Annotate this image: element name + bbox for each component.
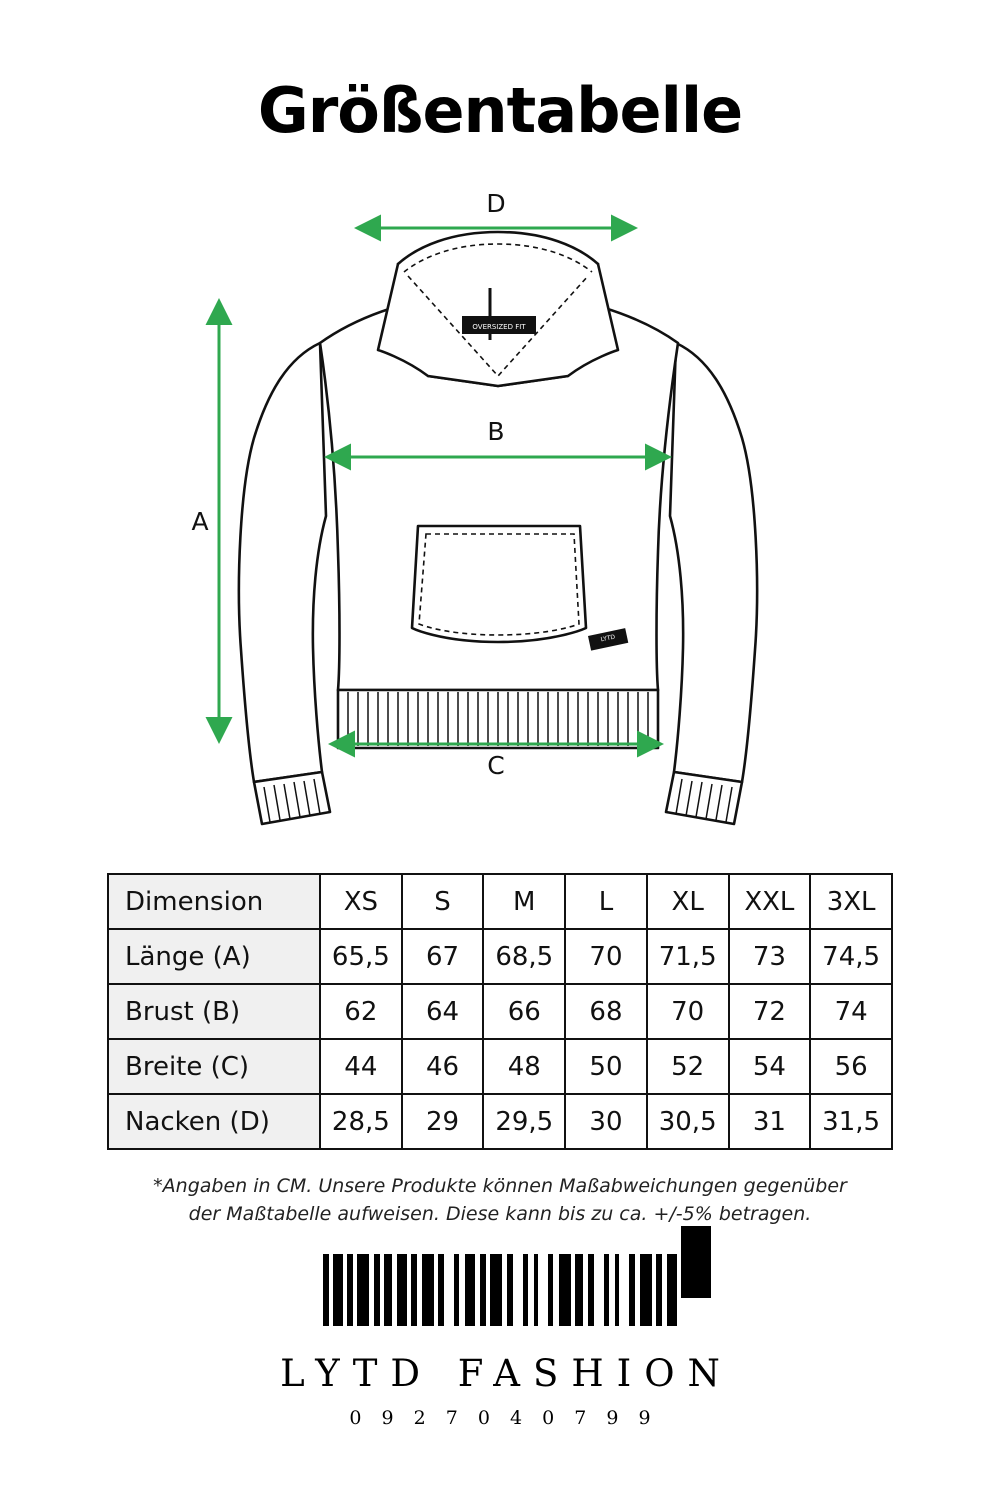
measurement-note: [0, 1172, 1000, 1228]
table-header-size-s: S: [402, 874, 484, 929]
table-cell-value: 29,5: [483, 1094, 565, 1149]
table-cell-value: 48: [483, 1039, 565, 1094]
table-header-size-m: M: [483, 874, 565, 929]
measure-arrow-c: [352, 744, 640, 780]
table-cell-value: 56: [810, 1039, 892, 1094]
registered-trademark-icon: ®: [681, 1226, 711, 1298]
table-cell-value: 68: [565, 984, 647, 1039]
measure-arrow-a: [191, 322, 219, 720]
table-header-size-xl: XL: [647, 874, 729, 929]
table-cell-dimension: Breite (C): [108, 1039, 320, 1094]
barcode-bar: [538, 1254, 548, 1326]
table-cell-value: 64: [402, 984, 484, 1039]
brand-code: 0 9 2 7 0 4 0 7 9 9: [349, 1407, 658, 1429]
note-line-2: der Maßtabelle aufweisen. Diese kann bis zu ca. +/-5% betragen.: [188, 1203, 812, 1225]
table-cell-value: 31: [729, 1094, 811, 1149]
barcode-bar: [465, 1254, 475, 1326]
table-header-size-l: L: [565, 874, 647, 929]
table-cell-value: 70: [565, 929, 647, 984]
table-header-size-xs: XS: [320, 874, 402, 929]
table-cell-value: 73: [729, 929, 811, 984]
svg-text:C: C: [487, 751, 505, 780]
table-cell-value: 29: [402, 1094, 484, 1149]
table-cell-value: 44: [320, 1039, 402, 1094]
table-cell-value: 54: [729, 1039, 811, 1094]
barcode-bar: [490, 1254, 502, 1326]
table-cell-value: 65,5: [320, 929, 402, 984]
barcode-bar: [575, 1254, 583, 1326]
table-cell-dimension: Brust (B): [108, 984, 320, 1039]
brand-block: [0, 1223, 1000, 1429]
table-cell-dimension: Länge (A): [108, 929, 320, 984]
table-cell-value: 28,5: [320, 1094, 402, 1149]
table-cell-value: 72: [729, 984, 811, 1039]
table-header-dimension: Dimension: [108, 874, 320, 929]
barcode-bar: [513, 1254, 523, 1326]
table-header-size-3xl: 3XL: [810, 874, 892, 929]
barcode-bar: [640, 1254, 652, 1326]
table-cell-dimension: Nacken (D): [108, 1094, 320, 1149]
table-cell-value: 71,5: [647, 929, 729, 984]
barcode-bar: [384, 1254, 392, 1326]
svg-text:B: B: [487, 417, 505, 446]
barcode-bar: [619, 1254, 629, 1326]
table-cell-value: 46: [402, 1039, 484, 1094]
table-header-row: [108, 874, 892, 929]
table-cell-value: 74: [810, 984, 892, 1039]
barcode: [323, 1223, 711, 1326]
barcode-bar: [397, 1254, 407, 1326]
barcode-bar: [333, 1254, 343, 1326]
table-row: [108, 929, 892, 984]
table-cell-value: 30,5: [647, 1094, 729, 1149]
brand-name: LYTD FASHION: [280, 1352, 733, 1395]
table-header-size-xxl: XXL: [729, 874, 811, 929]
svg-text:LYTD: LYTD: [600, 633, 616, 644]
barcode-bar: [594, 1254, 604, 1326]
table-cell-value: 66: [483, 984, 565, 1039]
barcode-bar: [444, 1254, 454, 1326]
hoodie-measurement-diagram: [0, 180, 1000, 840]
table-cell-value: 67: [402, 929, 484, 984]
table-cell-value: 74,5: [810, 929, 892, 984]
table-cell-value: 31,5: [810, 1094, 892, 1149]
barcode-bar: [559, 1254, 571, 1326]
note-line-1: *Angaben in CM. Unsere Produkte können Maßabweichungen gegenüber: [153, 1175, 847, 1197]
barcode-bar: [422, 1254, 434, 1326]
barcode-bar: [357, 1254, 369, 1326]
table-cell-value: 50: [565, 1039, 647, 1094]
size-table-container: [107, 873, 893, 1150]
barcode-bar: [667, 1254, 677, 1326]
size-table: [107, 873, 893, 1150]
table-cell-value: 70: [647, 984, 729, 1039]
table-cell-value: 30: [565, 1094, 647, 1149]
table-row: [108, 1094, 892, 1149]
garment-neck-label: [462, 316, 536, 334]
table-cell-value: 52: [647, 1039, 729, 1094]
table-cell-value: 62: [320, 984, 402, 1039]
svg-text:OVERSIZED FIT: OVERSIZED FIT: [472, 323, 526, 331]
table-row: [108, 1039, 892, 1094]
table-cell-value: 68,5: [483, 929, 565, 984]
measure-arrow-d: [378, 189, 614, 228]
svg-text:D: D: [486, 189, 506, 218]
svg-text:A: A: [191, 507, 209, 536]
table-row: [108, 984, 892, 1039]
page-title: Größentabelle: [257, 74, 743, 147]
